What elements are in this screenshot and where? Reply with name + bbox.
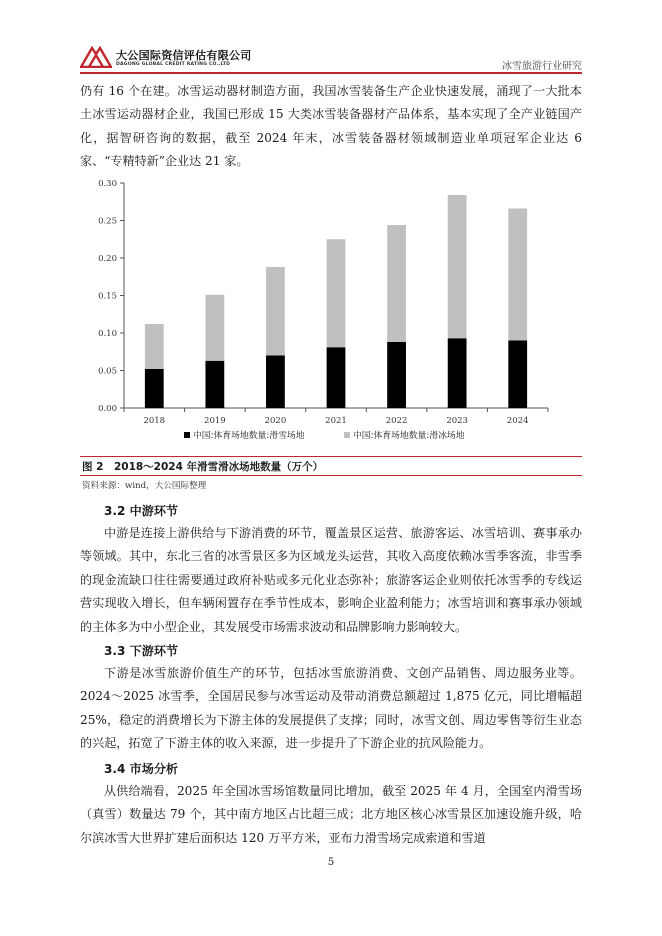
section-heading-3-4: 3.4 市场分析 [104, 762, 179, 776]
y-tick-label: 0.10 [98, 329, 117, 339]
bar-skate-2023 [448, 195, 467, 338]
stacked-bar-chart-svg [80, 172, 582, 454]
header-divider [80, 72, 582, 74]
bar-ski-2019 [205, 361, 224, 408]
bar-ski-2021 [327, 347, 346, 408]
x-tick-label: 2024 [506, 416, 529, 426]
section-paragraph-3-4: 从供给端看，2025 年全国冰雪场馆数量同比增加，截至 2025 年 4 月，全国室内滑雪场（真雪）数量达 79 个，其中南方地区占比超三成；北方地区核心冰雪景区加速设施升级，哈尔滨冰雪大世界扩建后面积达 120 万平方米，亚布力滑雪场完成索道和雪道 [80, 784, 582, 845]
bar-ski-2023 [448, 338, 467, 408]
x-tick-label: 2021 [325, 416, 347, 426]
intro-paragraph: 仍有 16 个在建。冰雪运动器材制造方面，我国冰雪装备生产企业快速发展，涌现了一大批本土冰雪运动器材企业，我国已形成 15 大类冰雪装备器材产品体系，基本实现了全产业链国产化，据智研咨询的数据，截至 2024 年末，冰雪装备器材领域制造业单项冠军企业达 6 家、“专精特新”企业达 21 家。 [80, 84, 582, 169]
bar-skate-2018 [145, 324, 164, 369]
report-title: 冰雪旅游行业研究 [502, 61, 582, 72]
bar-ski-2022 [387, 342, 406, 408]
caption-top-rule [80, 456, 582, 457]
chart-bars [145, 195, 527, 408]
section-heading-3-3: 3.3 下游环节 [104, 644, 179, 658]
page-number: 5 [327, 857, 335, 868]
bar-skate-2020 [266, 267, 285, 356]
x-tick-label: 2018 [143, 416, 166, 426]
section-paragraph-3-3: 下游是冰雪旅游价值生产的环节，包括冰雪旅游消费、文创产品销售、周边服务业等。2024～2025 冰雪季，全国居民参与冰雪运动及带动消费总额超过 1,875 亿元，同比增幅超 25%，稳定的消费增长为下游主体的发展提供了支撑；同时，冰雪文创、周边零售等衍生业态的兴起，拓宽了下游主体的收入来源，进一步提升了下游企业的抗风险能力。 [80, 666, 582, 751]
chart-axes [98, 179, 548, 426]
bar-ski-2024 [508, 341, 527, 409]
company-name-en: DAGONG GLOBAL CREDIT RATING CO.,LTD [116, 62, 231, 67]
y-tick-label: 0.15 [98, 291, 117, 302]
x-tick-label: 2019 [204, 416, 226, 426]
bar-skate-2021 [327, 239, 346, 347]
y-tick-label: 0.00 [98, 404, 117, 414]
x-tick-label: 2023 [446, 416, 468, 426]
page-header [80, 44, 582, 72]
legend-swatch-skate [344, 432, 350, 438]
caption-mid-rule [80, 475, 582, 476]
section-heading-3-2: 3.2 中游环节 [104, 504, 179, 518]
company-name-cn: 大公国际资信评估有限公司 [116, 49, 252, 62]
legend-label-ski: 中国:体育场地数量:滑雪场地 [193, 431, 305, 441]
bar-skate-2022 [387, 225, 406, 342]
x-tick-label: 2022 [385, 416, 408, 426]
bar-ski-2020 [266, 356, 285, 409]
figure-source: 资料来源：wind，大公国际整理 [82, 481, 207, 491]
dagong-logo-icon [80, 46, 112, 68]
legend-swatch-ski [184, 432, 190, 438]
section-paragraph-3-2: 中游是连接上游供给与下游消费的环节，覆盖景区运营、旅游客运、冰雪培训、赛事承办等领域。其中，东北三省的冰雪景区多为区域龙头运营，其收入高度依赖冰雪季客流，非雪季的现金流缺口往往需要通过政府补贴或多元化业态弥补；旅游客运企业则依托冰雪季的专线运营实现收入增长，但车辆闲置存在季节性成本，影响企业盈利能力；冰雪培训和赛事承办领域的主体多为中小型企业，其发展受市场需求波动和品牌影响力影响较大。 [80, 526, 582, 634]
y-tick-label: 0.30 [98, 179, 117, 189]
figure-caption: 图 2 2018～2024 年滑雪滑冰场地数量（万个） [82, 461, 324, 473]
bar-ski-2018 [145, 369, 164, 408]
bar-skate-2024 [508, 209, 527, 341]
x-tick-label: 2020 [264, 416, 287, 426]
y-tick-label: 0.25 [98, 216, 117, 227]
y-tick-label: 0.05 [98, 366, 117, 377]
y-tick-label: 0.20 [98, 254, 117, 264]
bar-skate-2019 [205, 295, 224, 361]
legend-label-skate: 中国:体育场地数量:滑冰场地 [353, 431, 465, 441]
venue-count-chart [80, 172, 582, 454]
chart-legend [184, 429, 465, 441]
